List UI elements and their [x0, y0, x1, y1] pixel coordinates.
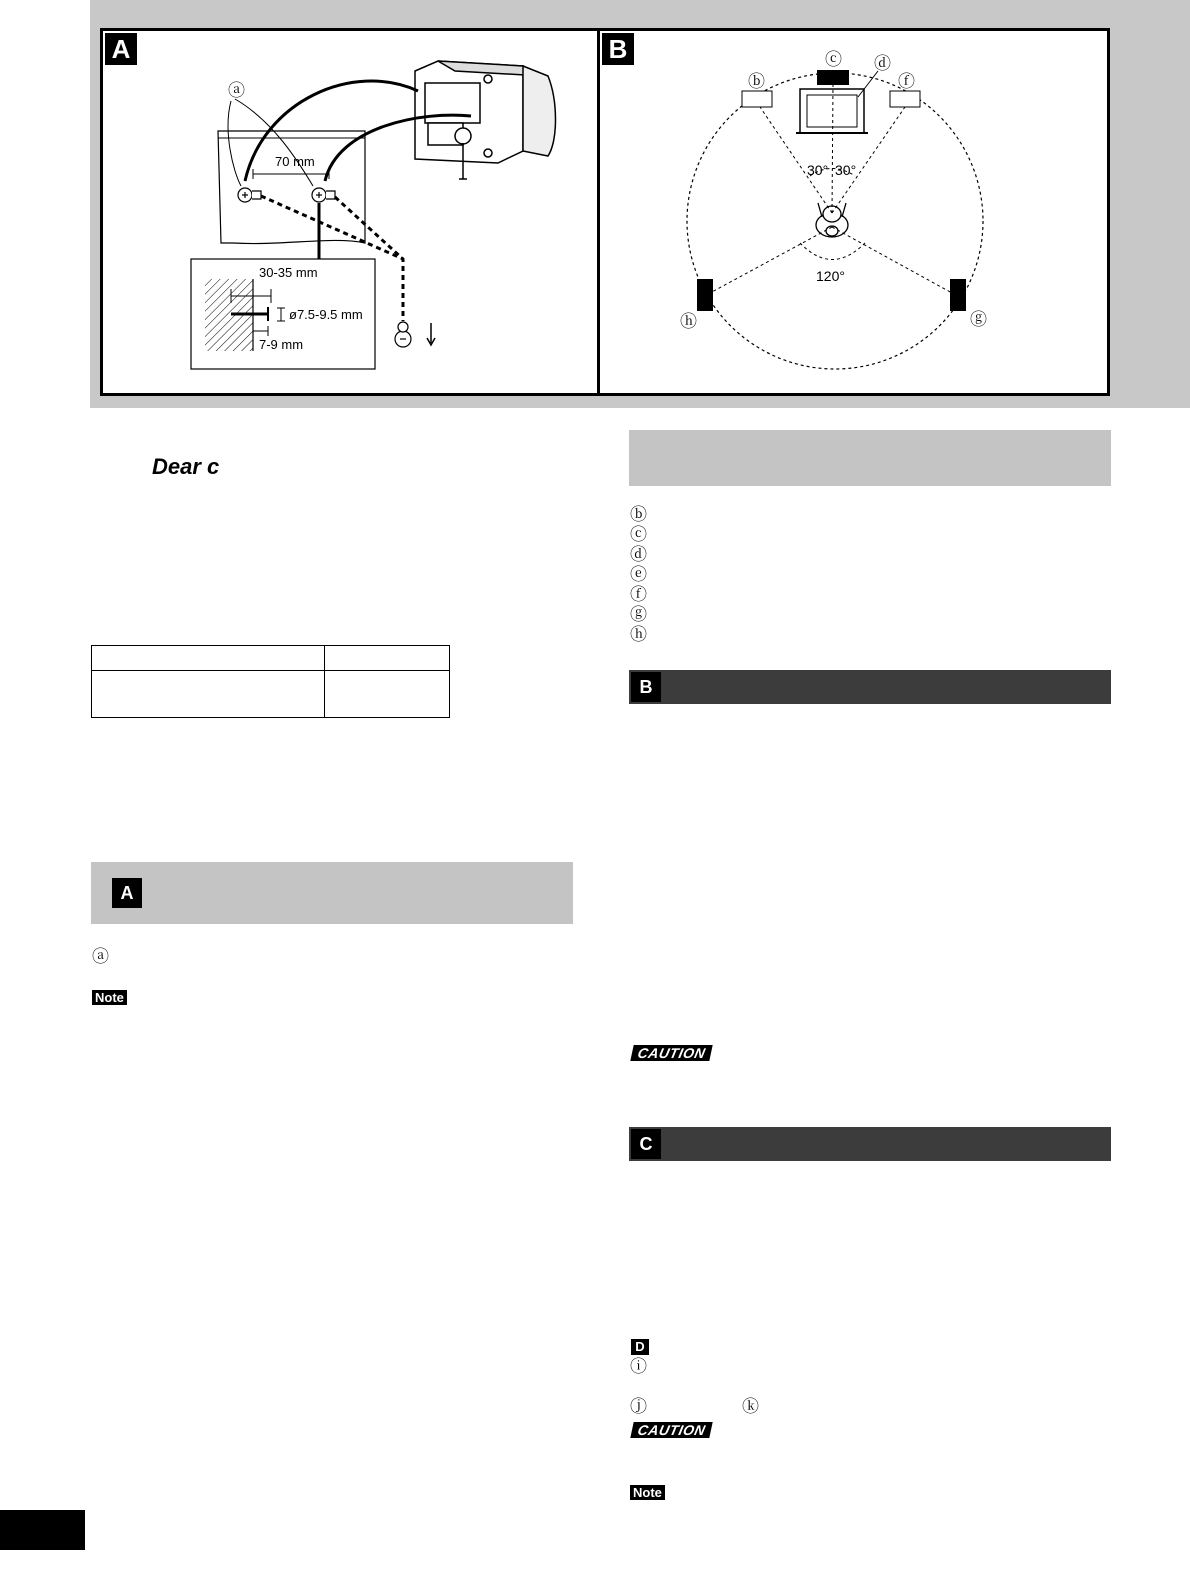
item-a-marker: ⓐ	[92, 947, 109, 966]
right-gray-header	[629, 430, 1111, 486]
dimension-30-35mm: 30-35 mm	[259, 265, 318, 280]
callout-f: ⓕ	[898, 72, 915, 91]
dimension-70mm: 70 mm	[275, 154, 315, 169]
diagram-panel-b	[597, 28, 1110, 396]
section-b-label: B	[631, 672, 661, 702]
legend-marker-g: ⓖ	[630, 605, 647, 624]
surround-right-speaker-g	[950, 279, 966, 311]
callout-h: ⓗ	[680, 312, 697, 331]
keyhole-slot	[395, 322, 411, 347]
panel-b-label: B	[602, 33, 634, 65]
marker-k: ⓚ	[742, 1397, 759, 1416]
listener-icon	[816, 203, 848, 237]
wall-mount-diagram	[103, 31, 597, 393]
callout-a-line-1	[228, 101, 241, 186]
center-speaker-c	[817, 70, 849, 85]
page-number-block	[0, 1510, 85, 1550]
panel-a-label: A	[105, 33, 137, 65]
legend-marker-e: ⓔ	[630, 565, 647, 584]
section-a-header	[91, 862, 573, 924]
callout-g: ⓖ	[970, 310, 987, 329]
screw-right	[312, 188, 335, 202]
note-label-right: Note	[630, 1485, 665, 1500]
callout-a: ⓐ	[228, 81, 245, 100]
legend-marker-b: ⓑ	[630, 505, 647, 524]
info-table	[91, 645, 450, 718]
caution-label-2: CAUTION	[630, 1422, 713, 1438]
legend-marker-f: ⓕ	[630, 585, 647, 604]
angle-right-30: 30°	[835, 162, 857, 178]
speaker-placement-diagram	[600, 31, 1107, 393]
callout-c: ⓒ	[825, 50, 842, 69]
screw-left	[238, 188, 261, 202]
marker-j: ⓙ	[630, 1397, 647, 1416]
legend-marker-h: ⓗ	[630, 625, 647, 644]
legend-marker-d: ⓓ	[630, 545, 647, 564]
callout-d: ⓓ	[874, 54, 891, 73]
section-c-label: C	[631, 1129, 661, 1159]
dimension-7-9mm: 7-9 mm	[259, 337, 304, 352]
dear-customer-heading: Dear c	[152, 454, 220, 479]
front-right-speaker-f	[890, 91, 920, 107]
section-d-label: D	[631, 1339, 649, 1355]
dashed-guide-1	[261, 196, 403, 259]
section-c-header	[629, 1127, 1111, 1161]
caution-label-1: CAUTION	[630, 1045, 713, 1061]
section-b-header	[629, 670, 1111, 704]
marker-i: ⓘ	[630, 1357, 647, 1376]
angle-rear-120: 120°	[816, 268, 845, 284]
speaker-unit-drawing	[415, 61, 556, 179]
section-a-label: A	[112, 878, 142, 908]
dimension-diameter: ø7.5-9.5 mm	[289, 307, 363, 322]
front-left-speaker-b	[742, 91, 772, 107]
legend-marker-c: ⓒ	[630, 525, 647, 544]
note-label-left: Note	[92, 990, 127, 1005]
angle-left-30: 30°	[807, 162, 829, 178]
surround-left-speaker-h	[697, 279, 713, 311]
callout-legend-list	[630, 505, 647, 645]
diagram-panel-a	[100, 28, 600, 396]
callout-b: ⓑ	[748, 72, 765, 91]
